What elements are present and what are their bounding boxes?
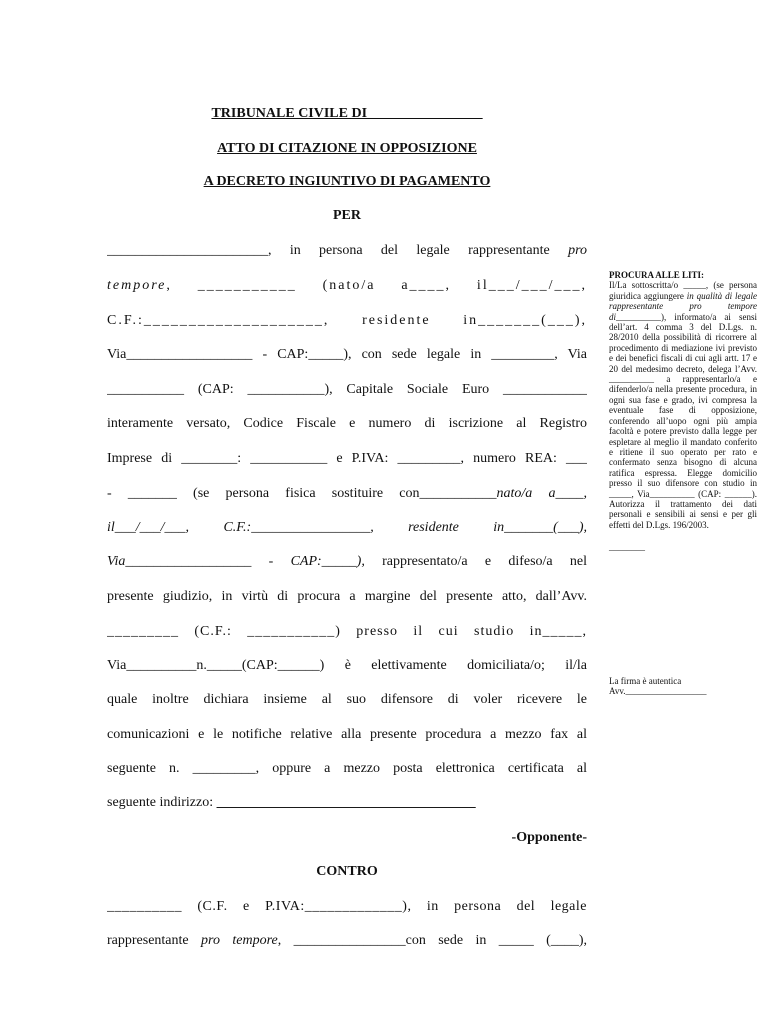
procura-signature-line: ________ <box>609 542 645 553</box>
body-line-12: _________ (C.F.: ___________) presso il cui studio in_____, <box>107 624 587 639</box>
body-line-9: il___/___/___, C.F.:_________________, residente in_______(___), <box>107 520 587 535</box>
authentication-note <box>609 676 757 697</box>
body-line-10: Via__________________ - CAP:_____), rappresentato/a e difeso/a nel <box>107 554 587 569</box>
authentication-text: La firma è autentica <box>609 676 682 686</box>
contro-heading: CONTRO <box>316 864 378 879</box>
body-line-8: - _______ (se persona fisica sostituire con___________nato/a a____, <box>107 486 587 501</box>
opponente-label: -Opponente- <box>511 830 587 845</box>
body-line-17: seguente indirizzo: _____________________________________ <box>107 795 476 810</box>
body-line-7: Imprese di ________: ___________ e P.IVA: _________, numero REA: ___ <box>107 451 587 466</box>
body-line-4: Via__________________ - CAP:_____), con sede legale in _________, Via <box>107 347 587 362</box>
body-line-13: Via__________n._____(CAP:______) è elettivamente domiciliata/o; il/la <box>107 658 587 673</box>
body-line-15: comunicazioni e le notifiche relative alla presente procedura a mezzo fax al <box>107 727 587 742</box>
title-line-2: A DECRETO INGIUNTIVO DI PAGAMENTO <box>203 174 491 189</box>
body-line-2: tempore, ___________ (nato/a a____, il___/___/___, <box>107 278 587 293</box>
body-line-14: quale inoltre dichiara insieme al suo difensore di voler ricevere le <box>107 692 587 707</box>
procura-text: Il/La sottoscritta/o _____, (se persona giuridica aggiungere in qualità di legale rappresentante pro tempore di__________), informato/a ai sensi dell’art. 4 comma 3 del D.Lgs. n. 28/2010 della possibilità di ricorrere al procedimento di mediazione ivi previsto e dei benefici fiscali di cui agli artt. 17 e 20 del medesimo decreto, delega l’Avv. __________ a rappresentarlo/a e difenderlo/a nella presente procedura, in ogni sua fase e grado, ivi compresa la eventuale fase di opposizione, conferendo all’uopo ogni più ampia facoltà e potere previsto dalla legge per espletare al meglio il mandato conferito e ritiene il suo operato per rato e confermato senza bisogno di alcuna ratifica espressa. Elegge domicilio presso il suo difensore con studio in _____, Via__________ (CAP: ______). Autorizza il trattamento dei dati personali e sensibili ai sensi e per gli effetti del D.Lgs. 196/2003. <box>609 280 757 530</box>
body-line-16: seguente n. _________, oppure a mezzo posta elettronica certificata al <box>107 761 587 776</box>
body-line-19: rappresentante pro tempore, ________________con sede in _____ (____), <box>107 933 587 948</box>
body-line-6: interamente versato, Codice Fiscale e numero di iscrizione al Registro <box>107 416 587 431</box>
per-heading: PER <box>333 208 361 223</box>
lawyer-signature-line: Avv.__________________ <box>609 686 707 697</box>
body-line-1: _______________________, in persona del legale rappresentante pro <box>107 243 587 258</box>
court-heading: TRIBUNALE CIVILE DI ________________ <box>211 106 483 121</box>
body-line-5: ___________ (CAP: ___________), Capitale Sociale Euro ____________ <box>107 382 587 397</box>
procura-title: PROCURA ALLE LITI: <box>609 270 705 280</box>
title-line-1: ATTO DI CITAZIONE IN OPPOSIZIONE <box>217 141 477 156</box>
body-line-3: C.F.:____________________, residente in_______(___), <box>107 313 587 328</box>
body-line-11: presente giudizio, in virtù di procura a margine del presente atto, dall’Avv. <box>107 589 587 604</box>
power-of-attorney-margin <box>609 270 757 553</box>
body-line-18: __________ (C.F. e P.IVA:_____________), in persona del legale <box>107 899 587 914</box>
